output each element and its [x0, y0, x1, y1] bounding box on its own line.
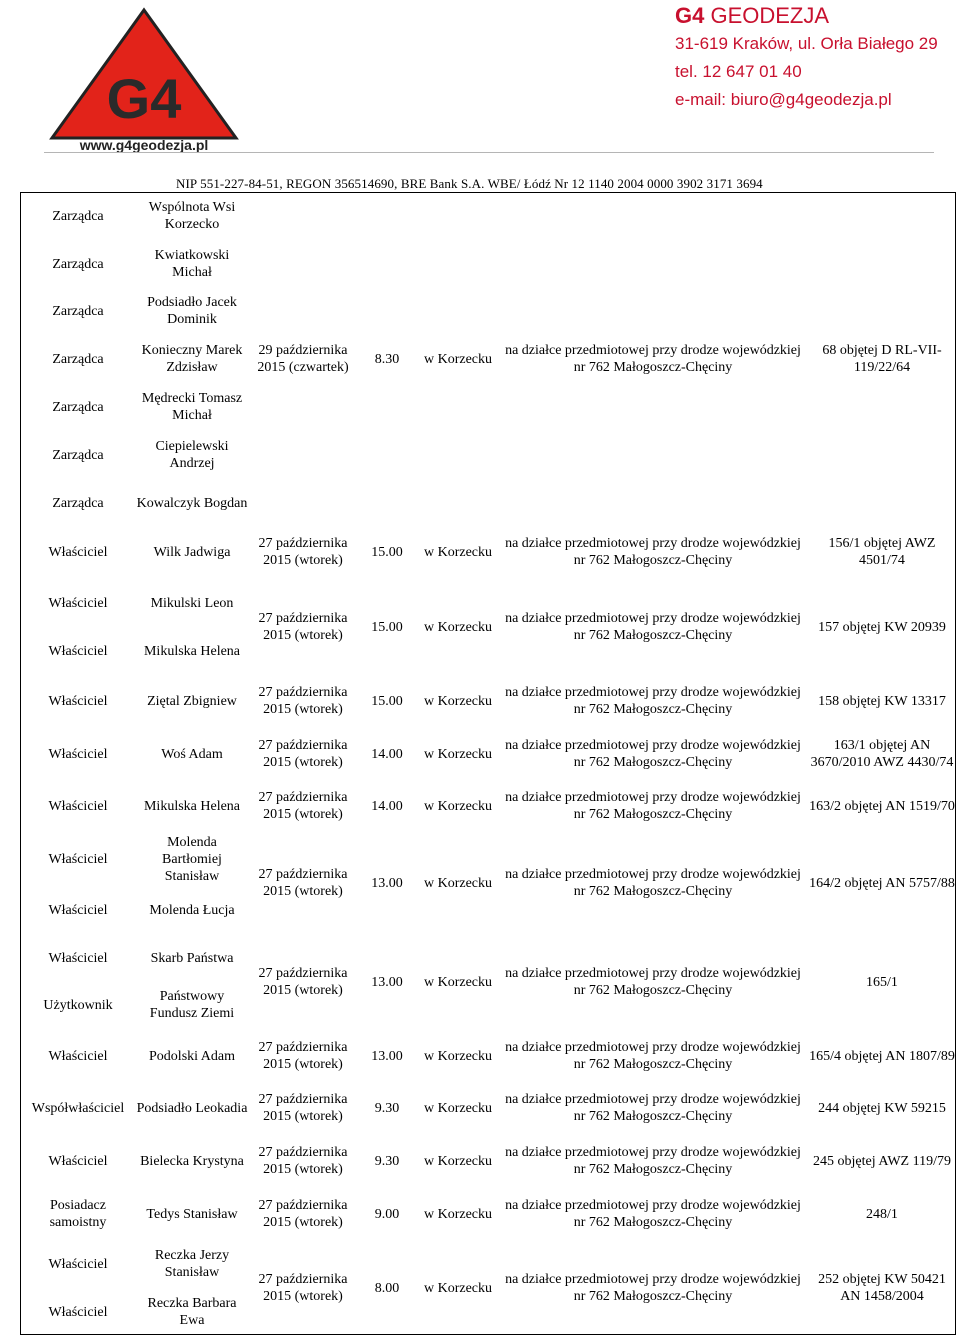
meeting-date: 27 października 2015 (wtorek) [258, 536, 348, 568]
meeting-place: w Korzecku [423, 974, 493, 990]
owner-name: Podsiadło Leokadia [136, 1100, 248, 1116]
parcel-number: 245 objętej AWZ 119/79 [813, 1153, 951, 1169]
owner-name: Skarb Państwa [150, 950, 234, 966]
owner-name: Molenda Łucja [149, 902, 235, 918]
brand-g4: G4 [675, 3, 705, 28]
meeting-place: w Korzecku [423, 1048, 493, 1064]
parcel-number: 244 objętej KW 59215 [818, 1100, 946, 1116]
owner-name: Kwiatkowski Michał [154, 248, 230, 280]
owner-name: Woś Adam [161, 746, 223, 762]
owner-name: Mikulska Helena [143, 643, 241, 659]
meeting-date: 27 października 2015 (wtorek) [258, 1040, 348, 1072]
owner-role: Posiadacz samoistny [49, 1198, 107, 1230]
owner-role: Właściciel [48, 1256, 108, 1272]
owner-role: Właściciel [48, 1304, 108, 1320]
meeting-date: 27 października 2015 (wtorek) [258, 1198, 348, 1230]
meeting-date: 27 października 2015 (wtorek) [258, 611, 348, 643]
meeting-place: w Korzecku [423, 693, 493, 709]
meeting-date: 27 października 2015 (wtorek) [258, 1092, 348, 1124]
owner-role: Zarządca [52, 447, 104, 463]
meeting-location: na działce przedmiotowej przy drodze wojewódzkiej nr 762 Małogoszcz-Chęciny [505, 1198, 801, 1230]
owner-name: Bielecka Krystyna [140, 1153, 244, 1169]
company-name [675, 2, 938, 30]
meeting-location: na działce przedmiotowej przy drodze wojewódzkiej nr 762 Małogoszcz-Chęciny [505, 1092, 801, 1124]
meeting-location: na działce przedmiotowej przy drodze wojewódzkiej nr 762 Małogoszcz-Chęciny [505, 1272, 801, 1304]
company-email: e-mail: biuro@g4geodezja.pl [675, 90, 892, 109]
parcel-number: 164/2 objętej AN 5757/88 [809, 875, 955, 891]
parcel-number: 252 objętej KW 50421 AN 1458/2004 [818, 1272, 946, 1304]
owner-role: Zarządca [52, 303, 104, 319]
meeting-date: 27 października 2015 (wtorek) [258, 685, 348, 717]
company-address: 31-619 Kraków, ul. Orła Białego 29 [675, 34, 938, 53]
logo-graphic [44, 6, 244, 154]
meeting-time: 13.00 [371, 974, 403, 990]
owner-name: Reczka Jerzy Stanisław [154, 1248, 230, 1280]
meeting-time: 8.00 [374, 1280, 400, 1296]
meeting-place: w Korzecku [423, 544, 493, 560]
parcel-number: 68 objętej D RL-VII-119/22/64 [822, 343, 942, 375]
meeting-date: 29 października 2015 (czwartek) [257, 343, 349, 375]
parcel-number: 163/1 objętej AN 3670/2010 AWZ 4430/74 [810, 738, 954, 770]
meeting-location: na działce przedmiotowej przy drodze wojewódzkiej nr 762 Małogoszcz-Chęciny [505, 343, 801, 375]
meeting-time: 14.00 [371, 798, 403, 814]
owner-role: Zarządca [52, 351, 104, 367]
owner-role: Użytkownik [43, 997, 113, 1013]
meeting-date: 27 października 2015 (wtorek) [258, 966, 348, 998]
meeting-location: na działce przedmiotowej przy drodze wojewódzkiej nr 762 Małogoszcz-Chęciny [505, 611, 801, 643]
owner-name: Wspólnota Wsi Korzecko [148, 200, 236, 232]
meeting-location: na działce przedmiotowej przy drodze wojewódzkiej nr 762 Małogoszcz-Chęciny [505, 867, 801, 899]
parcel-number: 165/1 [866, 974, 898, 990]
parcel-number: 156/1 objętej AWZ 4501/74 [828, 536, 936, 568]
owner-role: Zarządca [52, 399, 104, 415]
owner-role: Zarządca [52, 208, 104, 224]
owner-role: Właściciel [48, 595, 108, 611]
meeting-place: w Korzecku [423, 798, 493, 814]
meeting-location: na działce przedmiotowej przy drodze wojewódzkiej nr 762 Małogoszcz-Chęciny [505, 1040, 801, 1072]
owner-role: Właściciel [48, 544, 108, 560]
meeting-place: w Korzecku [423, 619, 493, 635]
meeting-location: na działce przedmiotowej przy drodze wojewódzkiej nr 762 Małogoszcz-Chęciny [505, 536, 801, 568]
meeting-place: w Korzecku [423, 351, 493, 367]
owner-role: Właściciel [48, 798, 108, 814]
owner-role: Właściciel [48, 643, 108, 659]
meeting-place: w Korzecku [423, 1100, 493, 1116]
owner-role: Właściciel [48, 902, 108, 918]
owner-name: Tedys Stanisław [146, 1206, 238, 1222]
meeting-time: 9.30 [374, 1153, 400, 1169]
meeting-location: na działce przedmiotowej przy drodze wojewódzkiej nr 762 Małogoszcz-Chęciny [505, 738, 801, 770]
owner-name: Ciepielewski Andrzej [155, 439, 229, 471]
owner-name: Mędrecki Tomasz Michał [141, 391, 243, 423]
owner-name: Podsiadło Jacek Dominik [147, 295, 237, 327]
parcel-number: 248/1 [866, 1206, 898, 1222]
parcel-number: 158 objętej KW 13317 [818, 693, 946, 709]
owner-name: Państwowy Fundusz Ziemi [149, 989, 235, 1021]
meeting-place: w Korzecku [423, 746, 493, 762]
meeting-date: 27 października 2015 (wtorek) [258, 790, 348, 822]
meeting-date: 27 października 2015 (wtorek) [258, 1272, 348, 1304]
owner-name: Konieczny Marek Zdzisław [141, 343, 243, 375]
owner-role: Właściciel [48, 950, 108, 966]
company-header [675, 2, 938, 114]
owner-role: Właściciel [48, 746, 108, 762]
owner-role: Właściciel [48, 1048, 108, 1064]
owner-name: Podolski Adam [149, 1048, 235, 1064]
meeting-time: 14.00 [371, 746, 403, 762]
owner-name: Molenda Bartłomiej Stanisław [162, 834, 222, 884]
brand-geodezja: GEODEZJA [704, 3, 830, 28]
company-logo [44, 6, 244, 154]
company-phone: tel. 12 647 01 40 [675, 62, 802, 81]
logo-text: G4 [106, 67, 182, 130]
meeting-date: 27 października 2015 (wtorek) [258, 1145, 348, 1177]
meeting-location: na działce przedmiotowej przy drodze wojewódzkiej nr 762 Małogoszcz-Chęciny [505, 966, 801, 998]
meeting-time: 13.00 [371, 1048, 403, 1064]
meeting-time: 8.30 [374, 351, 400, 367]
meeting-location: na działce przedmiotowej przy drodze wojewódzkiej nr 762 Małogoszcz-Chęciny [505, 685, 801, 717]
meeting-time: 15.00 [371, 619, 403, 635]
logo-url: www.g4geodezja.pl [79, 137, 209, 153]
meeting-time: 9.30 [374, 1100, 400, 1116]
meeting-date: 27 października 2015 (wtorek) [258, 867, 348, 899]
meeting-place: w Korzecku [423, 1280, 493, 1296]
owner-name: Mikulska Helena [143, 798, 241, 814]
parcel-number: 165/4 objętej AN 1807/89 [809, 1048, 955, 1064]
owner-role: Właściciel [48, 851, 108, 867]
meeting-time: 15.00 [371, 693, 403, 709]
owner-name: Kowalczyk Bogdan [136, 495, 248, 511]
owner-name: Ziętal Zbigniew [147, 693, 237, 709]
meeting-place: w Korzecku [423, 1206, 493, 1222]
parcel-number: 157 objętej KW 20939 [818, 619, 946, 635]
owner-name: Mikulski Leon [150, 595, 234, 611]
meeting-place: w Korzecku [423, 1153, 493, 1169]
owner-name: Reczka Barbara Ewa [147, 1296, 237, 1328]
meeting-time: 9.00 [374, 1206, 400, 1222]
owner-role: Właściciel [48, 693, 108, 709]
owner-role: Właściciel [48, 1153, 108, 1169]
parcel-number: 163/2 objętej AN 1519/70 [809, 798, 955, 814]
nip-line: NIP 551-227-84-51, REGON 356514690, BRE Bank S.A. WBE/ Łódź Nr 12 1140 2004 0000 3902 3171 3694 [176, 176, 763, 191]
meeting-location: na działce przedmiotowej przy drodze wojewódzkiej nr 762 Małogoszcz-Chęciny [505, 790, 801, 822]
owner-role: Współwłaściciel [31, 1100, 125, 1116]
owner-role: Zarządca [52, 256, 104, 272]
owner-name: Wilk Jadwiga [153, 544, 231, 560]
meeting-time: 13.00 [371, 875, 403, 891]
meeting-location: na działce przedmiotowej przy drodze wojewódzkiej nr 762 Małogoszcz-Chęciny [505, 1145, 801, 1177]
header-divider [44, 152, 934, 153]
owner-role: Zarządca [52, 495, 104, 511]
meeting-place: w Korzecku [423, 875, 493, 891]
meeting-time: 15.00 [371, 544, 403, 560]
meeting-date: 27 października 2015 (wtorek) [258, 738, 348, 770]
